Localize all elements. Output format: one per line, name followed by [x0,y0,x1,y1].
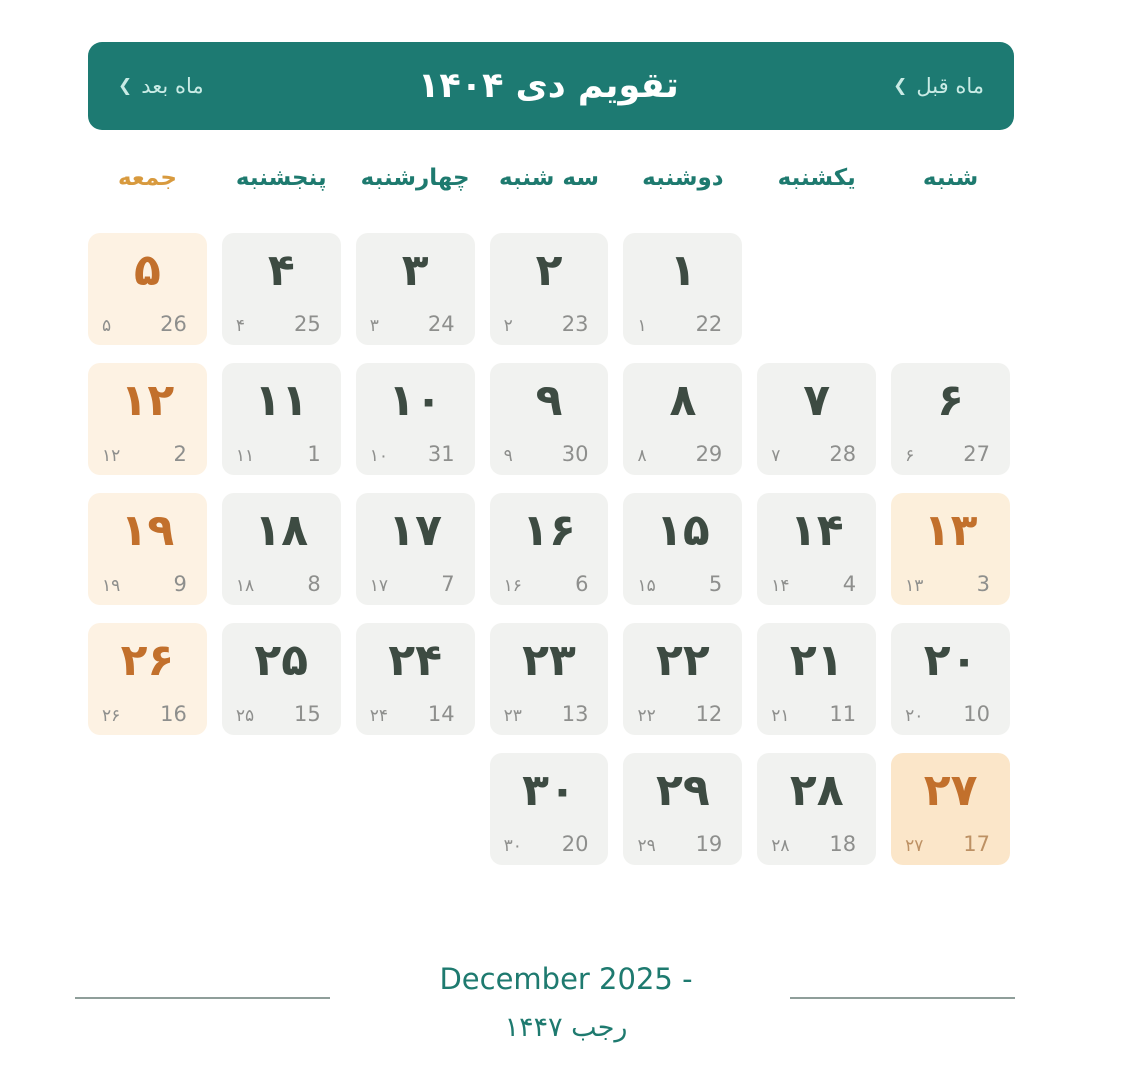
hijri-day-number: ۱۵ [637,576,656,596]
day-cell-r1-c5[interactable] [356,233,475,345]
gregorian-day-number: 31 [427,442,455,466]
day-cell-r1-c3[interactable] [623,233,742,345]
day-cell-r2-c6[interactable] [222,363,341,475]
gregorian-day-number: 18 [829,832,857,856]
secondary-dates [637,702,722,726]
day-cell-r3-c4[interactable] [490,493,609,605]
day-cell-r4-c3[interactable] [623,623,742,735]
secondary-dates [504,832,589,856]
jalali-day-number: ۷ [803,375,831,426]
gregorian-day-number: 22 [695,312,723,336]
hijri-day-number: ۷ [771,446,781,466]
secondary-dates [637,572,722,596]
jalali-day-number: ۱۴ [789,505,844,556]
day-cell-r3-c5[interactable] [356,493,475,605]
day-cell-r2-c7[interactable] [88,363,207,475]
secondary-dates [637,442,722,466]
gregorian-day-number: 23 [561,312,589,336]
secondary-dates [236,702,321,726]
gregorian-day-number: 9 [173,572,187,596]
empty-cell [88,753,207,865]
secondary-dates [905,442,990,466]
gregorian-day-number: 20 [561,832,589,856]
day-cell-r1-c6[interactable] [222,233,341,345]
day-cell-r3-c2[interactable] [757,493,876,605]
secondary-dates [370,572,455,596]
secondary-dates [905,832,990,856]
jalali-day-number: ۲۰ [923,635,978,686]
secondary-dates [236,312,321,336]
gregorian-day-number: 11 [829,702,857,726]
weekday-header-row [88,165,1010,191]
chevron-left-icon: ❮ [893,75,908,96]
gregorian-day-number: 5 [708,572,723,596]
day-cell-r5-c2[interactable] [757,753,876,865]
hijri-day-number: ۲۱ [771,706,790,726]
gregorian-day-number: 29 [695,442,723,466]
weekday-label-tuesday: سه شنبه [499,165,599,191]
day-cell-r1-c4[interactable] [490,233,609,345]
gregorian-day-number: 3 [976,572,990,596]
jalali-day-number: ۲۱ [789,635,844,686]
secondary-dates [370,442,455,466]
day-cell-r3-c3[interactable] [623,493,742,605]
gregorian-day-number: 7 [441,572,455,596]
secondary-dates [102,442,187,466]
jalali-day-number: ۱ [669,245,697,296]
weekday-label-wednesday: چهارشنبه [360,165,470,191]
hijri-day-number: ۱۶ [503,576,522,596]
jalali-day-number: ۶ [937,375,964,426]
secondary-dates [504,442,589,466]
hijri-day-number: ۵ [102,316,112,336]
weekday-label-monday: دوشنبه [642,165,724,191]
jalali-day-number: ۲۲ [656,635,710,686]
gregorian-day-number: 26 [160,312,187,336]
day-cell-r5-c4[interactable] [490,753,609,865]
gregorian-day-number: 4 [842,572,857,596]
footer-divider-right [790,997,1015,999]
secondary-dates [771,702,856,726]
hijri-day-number: ۱۳ [905,576,924,596]
gregorian-day-number: 19 [695,832,723,856]
day-cell-r4-c4[interactable] [490,623,609,735]
hijri-day-number: ۲۶ [102,706,121,726]
empty-cell [356,753,475,865]
gregorian-day-number: 12 [695,702,723,726]
empty-cell [222,753,341,865]
secondary-dates [370,312,455,336]
hijri-day-number: ۲۰ [905,706,924,726]
gregorian-day-number: 10 [963,702,990,726]
hijri-day-number: ۲۴ [369,706,388,726]
hijri-day-number: ۲۲ [637,706,656,726]
hijri-day-number: ۱۴ [771,576,790,596]
jalali-day-number: ۲۸ [789,765,844,816]
day-cell-r3-c7[interactable] [88,493,207,605]
gregorian-day-number: 8 [307,572,321,596]
hijri-day-number: ۱ [637,316,647,336]
hijri-day-number: ۶ [905,446,915,466]
secondary-dates [504,572,589,596]
gregorian-day-number: 13 [561,702,589,726]
hijri-day-number: ۳۰ [503,836,522,856]
jalali-day-number: ۴ [267,245,295,296]
jalali-day-number: ۱۸ [254,505,309,556]
weekday-label-thursday: پنجشنبه [235,165,327,191]
day-cell-r2-c3[interactable] [623,363,742,475]
jalali-day-number: ۲۷ [923,765,978,816]
secondary-dates [771,572,856,596]
gregorian-month-label: December 2025 - [439,962,693,996]
secondary-dates [102,702,187,726]
gregorian-day-number: 6 [575,572,589,596]
gregorian-day-number: 1 [307,442,321,466]
secondary-dates [236,442,321,466]
gregorian-day-number: 25 [293,312,321,336]
secondary-dates [370,702,455,726]
hijri-day-number: ۱۰ [369,446,388,466]
chevron-left-icon: ❮ [118,75,133,96]
gregorian-day-number: 28 [829,442,857,466]
hijri-month-label: رجب ۱۴۴۷ [504,1012,628,1043]
jalali-day-number: ۸ [669,375,697,426]
gregorian-day-number: 27 [963,442,990,466]
hijri-day-number: ۲ [503,316,513,336]
jalali-day-number: ۲۳ [522,635,576,686]
jalali-day-number: ۱۵ [656,505,710,556]
gregorian-day-number: 15 [293,702,321,726]
day-cell-r5-c3[interactable] [623,753,742,865]
hijri-day-number: ۲۹ [637,836,656,856]
hijri-day-number: ۸ [637,446,647,466]
hijri-day-number: ۱۱ [235,446,255,466]
jalali-day-number: ۲۶ [120,635,175,686]
jalali-day-number: ۳ [401,245,429,296]
previous-month-label: ماه قبل [916,74,984,98]
hijri-day-number: ۱۲ [102,446,121,466]
page-title: تقویم دی ۱۴۰۴ [418,66,679,106]
footer-divider-left [75,997,330,999]
jalali-day-number: ۳۰ [522,765,576,816]
jalali-day-number: ۵ [134,245,161,296]
day-cell-r2-c2[interactable] [757,363,876,475]
day-cell-r3-c6[interactable] [222,493,341,605]
secondary-dates [905,702,990,726]
day-cell-r4-c6[interactable] [222,623,341,735]
day-cell-r2-c1[interactable] [891,363,1010,475]
weekday-label-sunday: یکشنبه [777,165,856,191]
calendar-grid [88,233,1010,865]
secondary-dates [504,312,589,336]
hijri-day-number: ۳ [369,316,379,336]
gregorian-day-number: 30 [561,442,589,466]
gregorian-day-number: 14 [427,702,455,726]
day-cell-r5-c1[interactable] [891,753,1010,865]
jalali-day-number: ۹ [535,375,563,426]
day-cell-r2-c4[interactable] [490,363,609,475]
next-month-button[interactable] [118,74,204,98]
gregorian-day-number: 17 [963,832,990,856]
gregorian-day-number: 2 [173,442,187,466]
weekday-label-friday: جمعه [117,165,177,191]
jalali-day-number: ۲۴ [388,635,442,686]
hijri-day-number: ۴ [235,316,245,336]
empty-cell [757,233,876,345]
hijri-day-number: ۱۸ [235,576,255,596]
day-cell-r4-c7[interactable] [88,623,207,735]
day-cell-r4-c5[interactable] [356,623,475,735]
jalali-day-number: ۲ [535,245,563,296]
jalali-day-number: ۱۰ [388,375,442,426]
jalali-day-number: ۱۷ [388,505,442,556]
jalali-day-number: ۱۶ [522,505,576,556]
jalali-day-number: ۲۵ [254,635,309,686]
day-cell-r1-c7[interactable] [88,233,207,345]
secondary-dates [102,572,187,596]
previous-month-button[interactable] [893,74,984,98]
hijri-day-number: ۲۵ [235,706,255,726]
jalali-day-number: ۱۲ [120,375,175,426]
hijri-day-number: ۲۳ [503,706,522,726]
gregorian-day-number: 24 [427,312,455,336]
day-cell-r4-c2[interactable] [757,623,876,735]
secondary-dates [236,572,321,596]
secondary-dates [504,702,589,726]
secondary-dates [905,572,990,596]
jalali-day-number: ۲۹ [656,765,710,816]
day-cell-r3-c1[interactable] [891,493,1010,605]
hijri-day-number: ۱۹ [102,576,121,596]
secondary-dates [771,442,856,466]
jalali-day-number: ۱۱ [254,375,309,426]
secondary-dates [771,832,856,856]
calendar-header [88,42,1014,130]
day-cell-r2-c5[interactable] [356,363,475,475]
hijri-day-number: ۲۷ [905,836,924,856]
hijri-day-number: ۲۸ [771,836,790,856]
next-month-label: ماه بعد [141,74,204,98]
hijri-day-number: ۹ [503,446,513,466]
gregorian-day-number: 16 [160,702,187,726]
secondary-dates [102,312,187,336]
jalali-day-number: ۱۹ [120,505,175,556]
day-cell-r4-c1[interactable] [891,623,1010,735]
weekday-label-saturday: شنبه [922,165,979,191]
jalali-day-number: ۱۳ [923,505,978,556]
empty-cell [891,233,1010,345]
secondary-dates [637,312,722,336]
secondary-dates [637,832,722,856]
calendar-footer [0,950,1132,1060]
hijri-day-number: ۱۷ [369,576,388,596]
